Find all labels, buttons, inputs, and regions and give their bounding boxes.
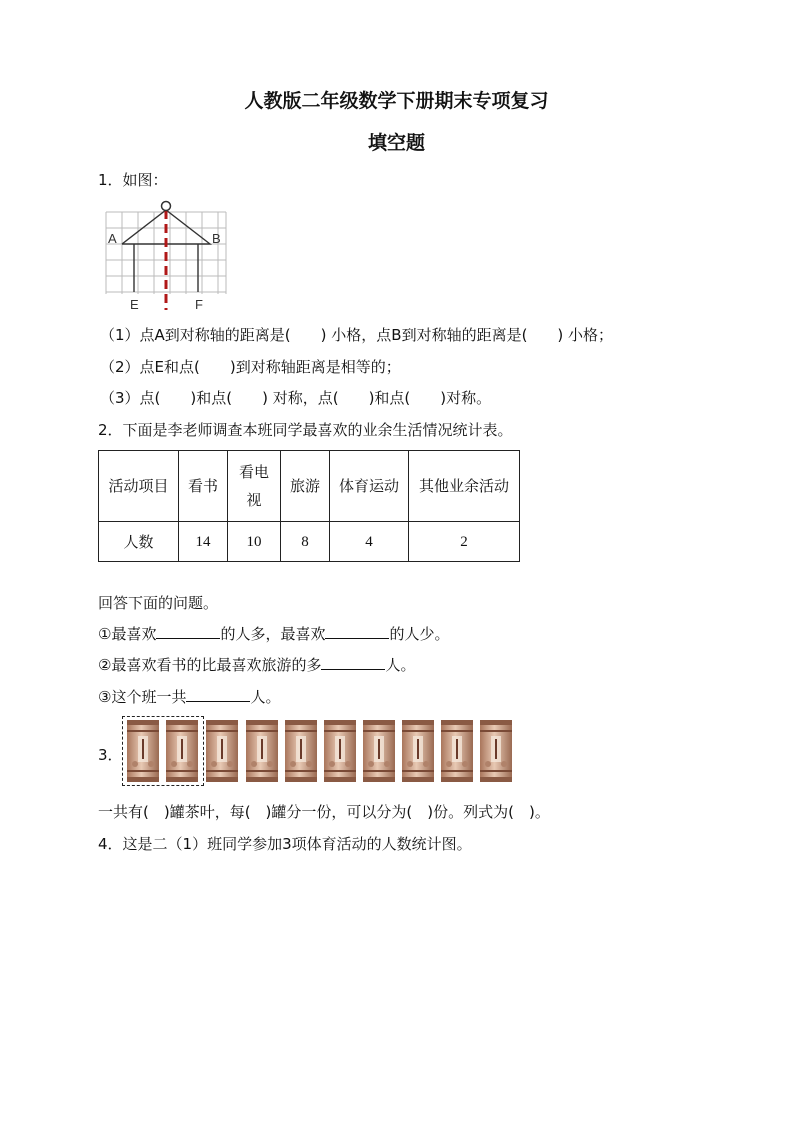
q2-c-text: ③这个班一共 bbox=[98, 688, 187, 706]
table-cell: 14 bbox=[179, 522, 228, 562]
tea-can bbox=[285, 720, 317, 782]
q2-intro: 2．下面是李老师调查本班同学最喜欢的业余生活情况统计表。 bbox=[98, 421, 513, 439]
q1-intro: 1．如图： bbox=[98, 171, 168, 189]
q2-a-text: 的人少。 bbox=[389, 625, 450, 643]
tea-can bbox=[480, 720, 512, 782]
tea-can bbox=[324, 720, 356, 782]
table-header-cell: 旅游 bbox=[281, 451, 330, 522]
label-o: O bbox=[162, 199, 163, 200]
q4-text: 4．这是二（1）班同学参加3项体育活动的人数统计图。 bbox=[98, 835, 472, 853]
q2-answer-intro: 回答下面的问题。 bbox=[98, 594, 219, 612]
table-cell: 4 bbox=[330, 522, 409, 562]
label-b: B bbox=[212, 231, 221, 246]
q2-b-text: 人。 bbox=[385, 656, 416, 674]
point-o bbox=[162, 202, 171, 211]
q2-question-b bbox=[98, 655, 415, 675]
label-a: A bbox=[108, 231, 117, 246]
tea-can bbox=[441, 720, 473, 782]
answer-blank[interactable] bbox=[321, 655, 385, 670]
q2-question-a bbox=[98, 624, 449, 644]
label-e: E bbox=[130, 297, 139, 312]
q2-b-text: ②最喜欢看书的比最喜欢旅游的多 bbox=[98, 656, 322, 674]
table-header-cell: 活动项目 bbox=[99, 451, 179, 522]
table-header-row bbox=[99, 451, 520, 522]
q1-sub1: （1）点A到对称轴的距离是( ) 小格，点B到对称轴的距离是( ) 小格； bbox=[100, 326, 614, 344]
table-cell: 10 bbox=[228, 522, 281, 562]
table-cell: 8 bbox=[281, 522, 330, 562]
table-header-cell: 看书 bbox=[179, 451, 228, 522]
table-row-label: 人数 bbox=[99, 522, 179, 562]
table-header-cell: 看电视 bbox=[228, 451, 281, 522]
q2-a-text: 的人多，最喜欢 bbox=[220, 625, 326, 643]
q2-c-text: 人。 bbox=[250, 688, 281, 706]
tea-can bbox=[206, 720, 238, 782]
answer-blank[interactable] bbox=[325, 624, 389, 639]
tea-can bbox=[363, 720, 395, 782]
q3-number: 3． bbox=[98, 746, 123, 764]
q3-text: 一共有( )罐茶叶，每( )罐分一份，可以分为( )份。列式为( )。 bbox=[98, 803, 550, 821]
table-cell: 2 bbox=[409, 522, 520, 562]
tea-can bbox=[127, 720, 159, 782]
answer-blank[interactable] bbox=[156, 624, 220, 639]
tea-can bbox=[402, 720, 434, 782]
q2-question-c bbox=[98, 687, 280, 707]
table-header-cell: 体育运动 bbox=[330, 451, 409, 522]
house-shape bbox=[122, 210, 210, 292]
q2-a-text: ①最喜欢 bbox=[98, 625, 157, 643]
q1-sub3: （3）点( )和点( ) 对称，点( )和点( )对称。 bbox=[100, 389, 492, 407]
symmetry-figure bbox=[100, 198, 230, 313]
q1-sub2: （2）点E和点( )到对称轴距离是相等的； bbox=[100, 358, 401, 376]
answer-blank[interactable] bbox=[186, 687, 250, 702]
stats-table bbox=[98, 450, 520, 562]
table-row bbox=[99, 522, 520, 562]
page-title: 人教版二年级数学下册期末专项复习 bbox=[244, 90, 549, 112]
tea-can bbox=[246, 720, 278, 782]
page-subtitle: 填空题 bbox=[367, 132, 425, 154]
label-f: F bbox=[195, 297, 203, 312]
table-header-cell: 其他业余活动 bbox=[409, 451, 520, 522]
tea-can bbox=[166, 720, 198, 782]
